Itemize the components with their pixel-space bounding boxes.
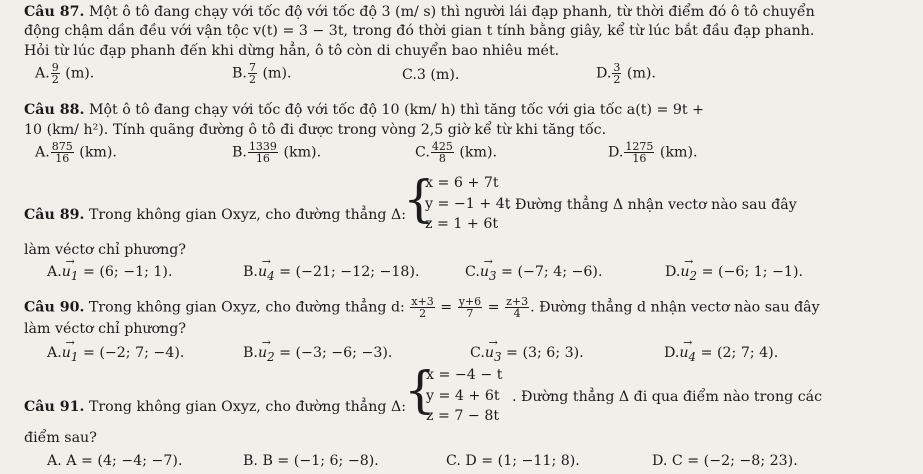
q91-option-c[interactable]: C. D = (1; −11; 8). (446, 453, 580, 469)
q89-line2: làm véctơ chỉ phương? (24, 242, 186, 258)
q87-label: Câu 87. (24, 4, 85, 20)
q87-line3: Hỏi từ lúc đạp phanh đến khi dừng hẳn, ô tô còn di chuyển bao nhiêu mét. (24, 43, 560, 59)
q87-option-b[interactable]: B. $\frac{7}{2}$ (m). (232, 61, 292, 86)
q91-brace: { (404, 361, 436, 419)
q88-option-c[interactable]: C. $\frac{425}{8}$ (km). (415, 140, 498, 165)
q89-sys-y: y = −1 + 4t (425, 196, 511, 212)
q91-line1 (24, 398, 406, 416)
q90-text-before: Trong không gian Oxyz, cho đường thẳng d: (88, 299, 405, 316)
q91-sys-x: x = −4 − t (426, 367, 503, 383)
q89-option-c[interactable]: $C.\to u_3 = (-7$; 4; −6). (465, 263, 602, 285)
q88-option-b[interactable]: B. $\frac{1339}{16}$ (km). (232, 140, 322, 165)
q90-option-b[interactable]: $B.\to u_2 = (-3$; −6; −3). (243, 344, 392, 366)
q90-option-a[interactable]: $A.\to u_1 = (-2$; 7; −4). (47, 344, 184, 366)
q89-text-after: . Đường thẳng Δ nhận vectơ nào sau đây (506, 197, 797, 213)
q88-line2: 10 (km/ h²). Tính quãng đường ô tô đi được trong vòng 2,5 giờ kể từ khi tăng tốc. (24, 122, 607, 138)
q91-text-after: . Đường thẳng Δ đi qua điểm nào trong các (512, 389, 823, 405)
q91-label: Câu 91. (24, 399, 85, 415)
q91-line2: điểm sau? (24, 430, 97, 446)
q87-option-c[interactable]: C.3 (m). (402, 67, 460, 83)
q90-text-after: . Đường thẳng d nhận vectơ nào sau đây (530, 299, 820, 316)
q88-label: Câu 88. (24, 102, 85, 118)
q87-option-d[interactable]: D. $\frac{3}{2}$ (m). (596, 61, 656, 86)
q90-option-c[interactable]: $C.\to u_3 = (3$; 6; 3). (470, 344, 584, 366)
q88-option-a[interactable]: A. $\frac{875}{16}$ (km). (35, 140, 117, 165)
q89-sys-x: x = 6 + 7t (425, 175, 499, 191)
q91-option-d[interactable]: D. C = (−2; −8; 23). (652, 453, 798, 469)
q91-option-a[interactable]: A. A = (4; −4; −7). (47, 453, 183, 469)
q87-text1: Một ô tô đang chạy với tốc độ với tốc độ 3 (m/ s) thì người lái đạp phanh, từ thời điểm đó ô tô chuyển (88, 4, 815, 20)
q89-text-before: Trong không gian Oxyz, cho đường thẳng Δ: (88, 207, 407, 223)
q88-line1 (24, 101, 704, 119)
q90-line2: làm véctơ chỉ phương? (24, 321, 186, 337)
q91-text-before: Trong không gian Oxyz, cho đường thẳng Δ: (88, 399, 407, 415)
q91-sys-y: y = 4 + 6t (426, 388, 500, 404)
q87-line1 (24, 3, 815, 21)
q90-option-d[interactable]: $D.\to u_4 = (2$; 7; 4). (664, 344, 778, 366)
q87-line2: động chậm dần đều với vận tộc v(t) = 3 − 3t, trong đó thời gian t tính bằng giây, kể từ lúc bắt đầu đạp phanh. (24, 23, 815, 39)
q89-label: Câu 89. (24, 207, 85, 223)
q89-sys-z: z = 1 + 6t (425, 216, 499, 232)
q90-line1: Câu 90. Trong không gian Oxyz, cho đường thẳng d: $\frac{x+3}{2}$ = $\frac{y+6}{7}$ = $\frac{z+3}{4}$ . Đường thẳng d nhận vectơ nào sau đây (24, 295, 820, 320)
q89-option-b[interactable]: $B.\to u_4 = (-21$; −12; −18). (243, 263, 420, 285)
q91-option-b[interactable]: B. B = (−1; 6; −8). (243, 453, 379, 469)
q88-text1: Một ô tô đang chạy với tốc độ với tốc độ 10 (km/ h) thì tăng tốc với gia tốc a(t) = 9t + (88, 102, 705, 118)
q89-option-a[interactable]: $A.\to u_1 = (6$; −1; 1). (47, 263, 172, 285)
q89-option-d[interactable]: $D.\to u_2 = (-6$; 1; −1). (665, 263, 803, 285)
q91-sys-z: z = 7 − 8t (426, 408, 500, 424)
q88-option-d[interactable]: D. $\frac{1275}{16}$ (km). (608, 140, 698, 165)
q89-line1 (24, 206, 406, 224)
q89-brace: { (403, 170, 435, 228)
q87-option-a[interactable]: A. $\frac{9}{2}$ (m). (35, 61, 95, 86)
q90-label: Câu 90. (24, 299, 85, 316)
